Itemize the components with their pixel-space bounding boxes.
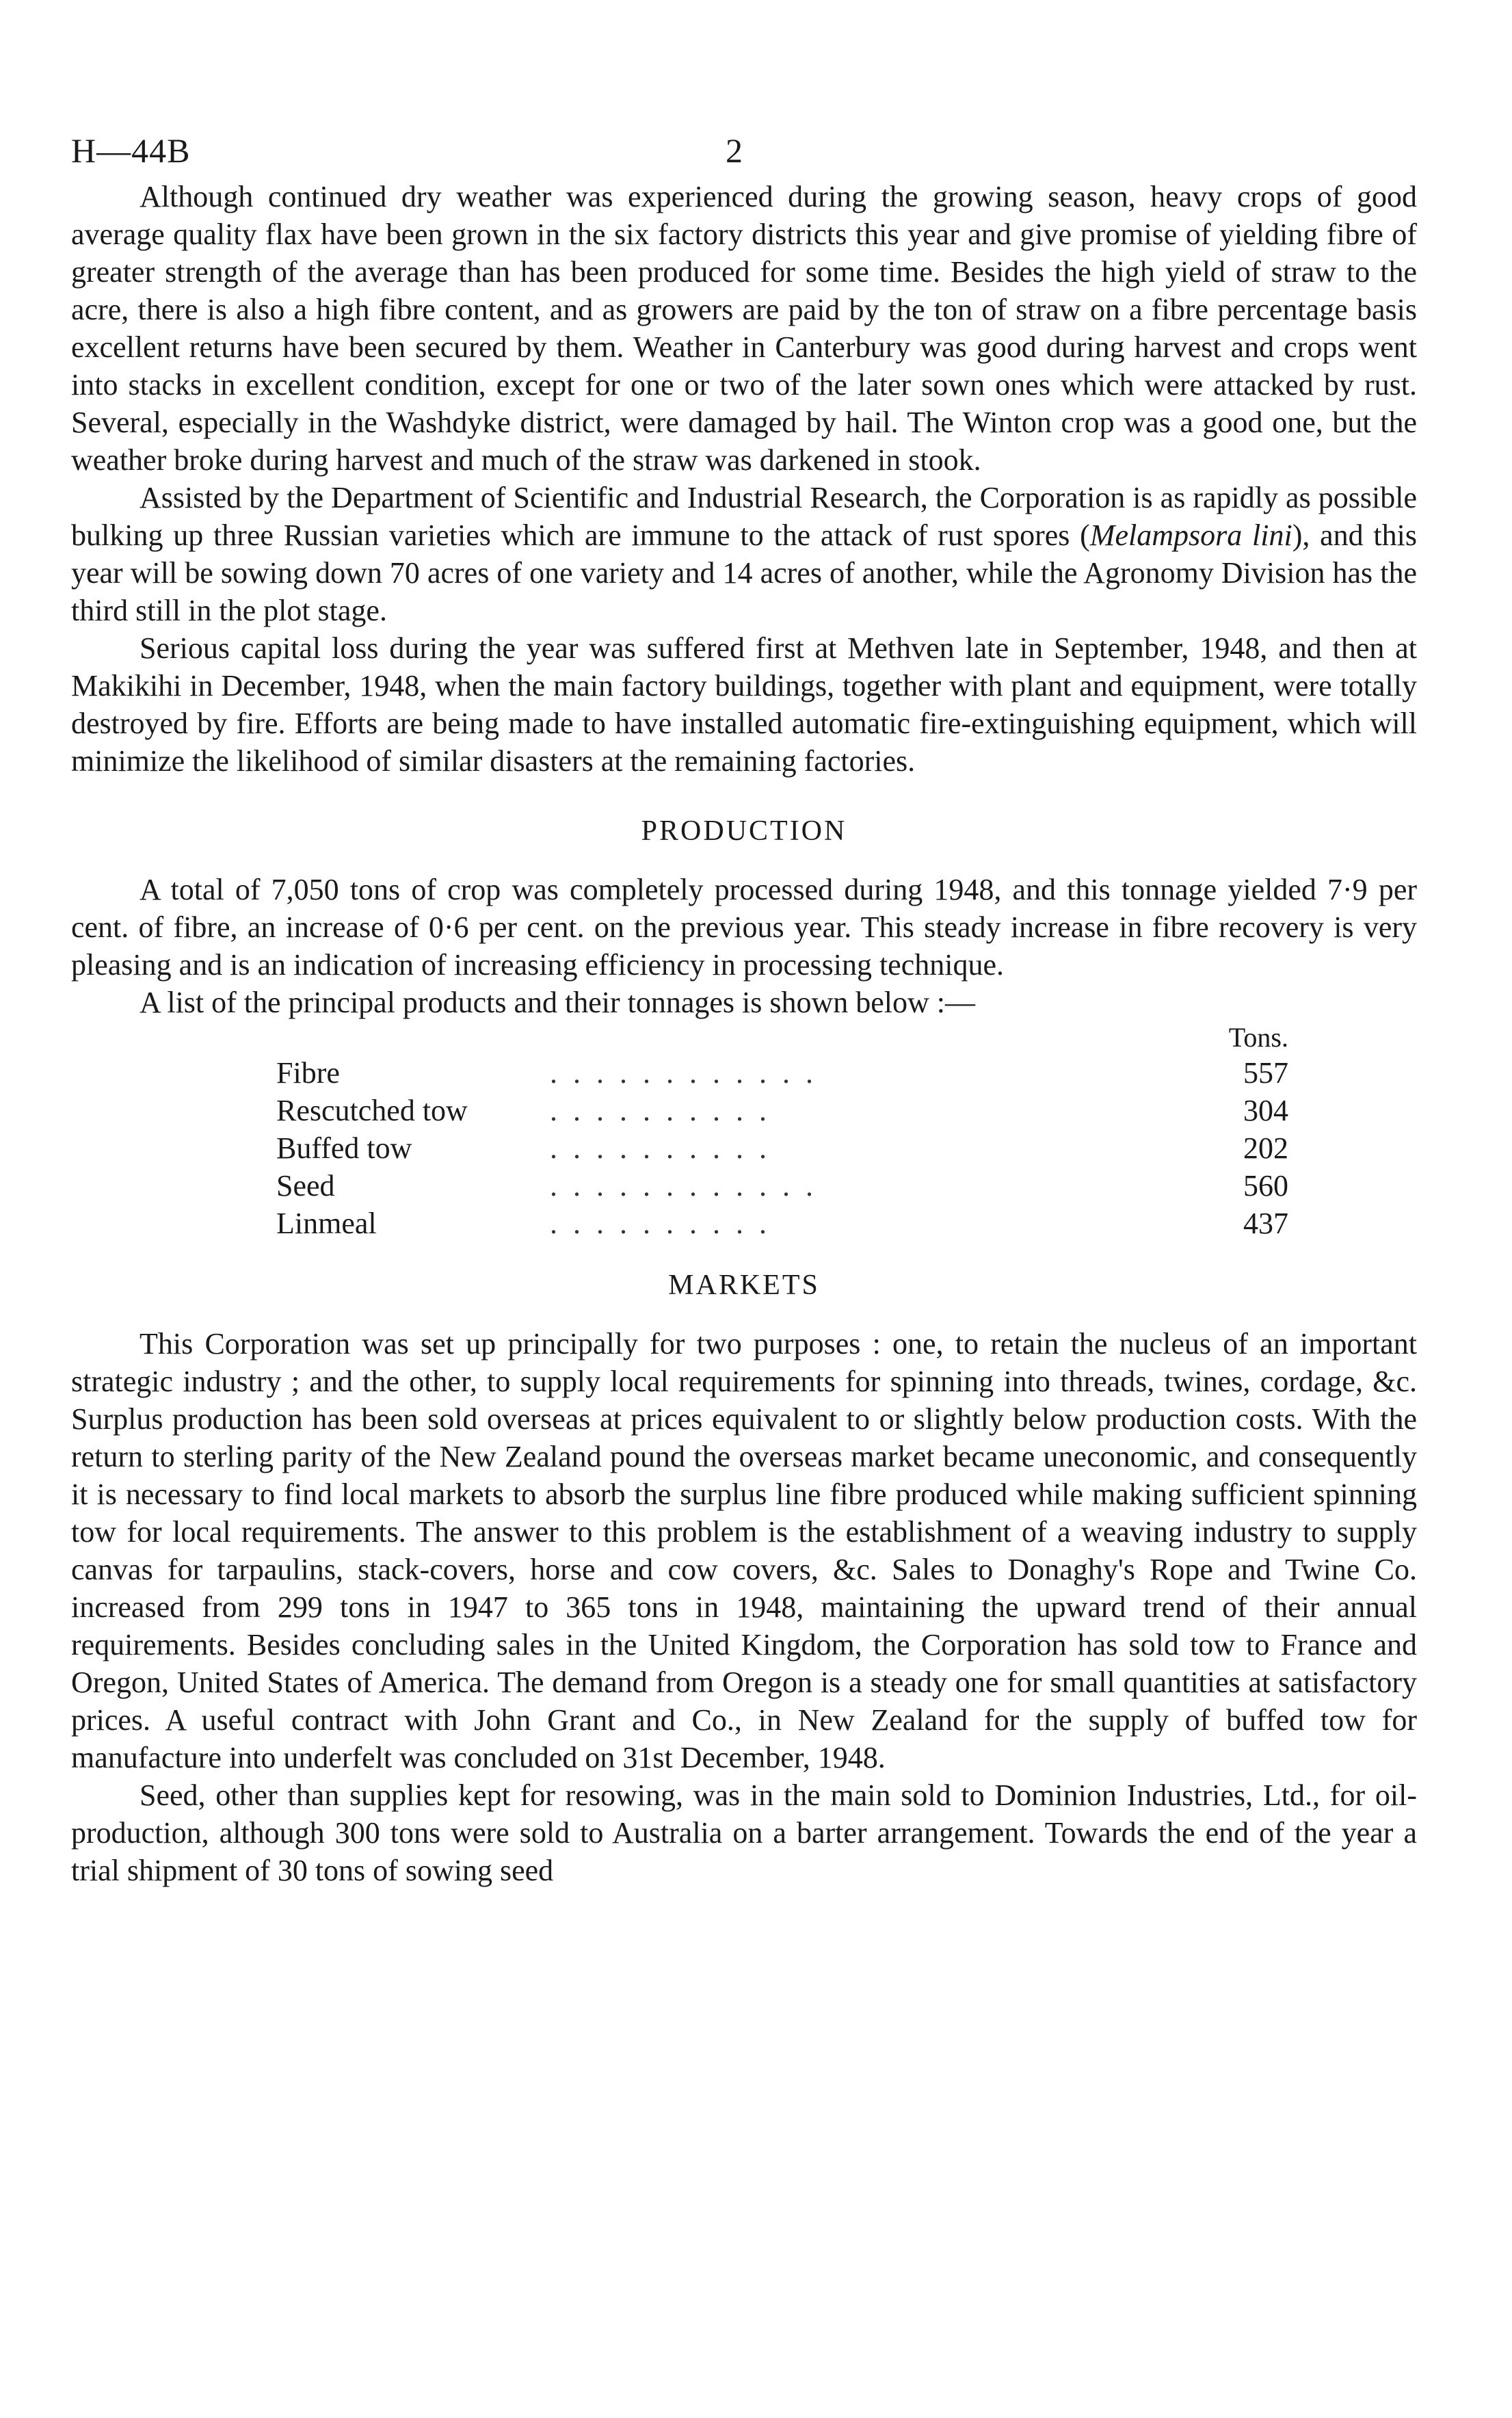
paragraph-fire-loss: Serious capital loss during the year was suffered first at Methven late in September, 1948, and then at Makikihi in December, 1948, when the main factory buildings, together with plant and equipment, were totally destroyed by fire. Efforts are being made to have installed automatic fire-extinguishing equipment, which will minimize the likelihood of similar disasters at the remaining factories. bbox=[71, 631, 1417, 778]
paragraph-list-intro: A list of the principal products and their tonnages is shown below :— bbox=[140, 986, 976, 1019]
product-name: Seed bbox=[276, 1169, 335, 1203]
species-name: Melampsora lini bbox=[1089, 518, 1292, 552]
product-tons: 304 bbox=[1243, 1094, 1288, 1127]
page-header bbox=[71, 130, 1417, 178]
dot-leader: . . . . . . . . . . . . bbox=[550, 1056, 817, 1090]
section-heading-markets: MARKETS bbox=[668, 1270, 820, 1301]
section-heading-production: PRODUCTION bbox=[641, 815, 847, 847]
product-tons: 557 bbox=[1243, 1056, 1288, 1090]
product-tons: 437 bbox=[1243, 1207, 1288, 1240]
product-tons: 202 bbox=[1243, 1131, 1288, 1165]
paragraph-rust-research bbox=[71, 479, 1417, 629]
table-unit-row bbox=[276, 1021, 1288, 1054]
unit-label: Tons. bbox=[1228, 1022, 1288, 1053]
table-row bbox=[276, 1054, 1288, 1092]
table-row bbox=[276, 1167, 1288, 1205]
paragraph-markets: This Corporation was set up principally for two purposes : one, to retain the nucleus of an important strategic industry ; and the other, to supply local requirements for spinning into threads, twines, cordage, &c. Surplus production has been sold overseas at prices equivalent to or slightly below production costs. With the return to sterling parity of the New Zealand pound the overseas market became uneconomic, and consequently it is necessary to find local markets to absorb the surplus line fibre produced while making sufficient spinning tow for local requirements. The answer to this problem is the establishment of a weaving industry to supply canvas for tarpaulins, stack-covers, horse and cow covers, &c. Sales to Donaghy's Rope and Twine Co. increased from 299 tons in 1947 to 365 tons in 1948, maintaining the upward trend of their annual requirements. Besides concluding sales in the United Kingdom, the Corporation has sold tow to France and Oregon, United States of America. The demand from Oregon is a steady one for small quantities at satisfactory prices. A useful contract with John Grant and Co., in New Zealand for the supply of buffed tow for manufacture into underfelt was concluded on 31st December, 1948. bbox=[71, 1327, 1417, 1774]
dot-leader: . . . . . . . . . . bbox=[550, 1131, 771, 1165]
product-name: Linmeal bbox=[276, 1207, 377, 1240]
page-number: 2 bbox=[726, 131, 743, 170]
paragraph-production: A total of 7,050 tons of crop was completely processed during 1948, and this tonnage yielded 7·9 per cent. of fibre, an increase of 0·6 per cent. on the previous year. This steady increase in fibre recovery is very pleasing and is an indication of increasing efficiency in processing technique. bbox=[71, 873, 1417, 982]
paragraph-growing-season: Although continued dry weather was experienced during the growing season, heavy crops of good average quality flax have been grown in the six factory districts this year and give promise of yielding fibre of greater strength of the average than has been produced for some time. Besides the high yield of straw to the acre, there is also a high fibre content, and as growers are paid by the ton of straw on a fibre percentage basis excellent returns have been secured by them. Weather in Canterbury was good during harvest and crops went into stacks in excellent condition, except for one or two of the later sown ones which were attacked by rust. Several, especially in the Washdyke district, were damaged by hail. The Winton crop was a good one, but the weather broke during harvest and much of the straw was darkened in stook. bbox=[71, 180, 1417, 477]
product-tons: 560 bbox=[1243, 1169, 1288, 1203]
products-table bbox=[276, 1021, 1288, 1242]
table-row bbox=[276, 1129, 1288, 1167]
research-text-start: Assisted by the Department of Scientific and Industrial Research, the Corporation is as rapidly as possible bulking up three Russian varieties which are immune to the attack of rust spores ( bbox=[71, 481, 1417, 552]
table-row bbox=[276, 1092, 1288, 1129]
product-name: Fibre bbox=[276, 1056, 340, 1090]
document-reference: H—44B bbox=[71, 131, 191, 170]
paragraph-seed-sales: Seed, other than supplies kept for resowing, was in the main sold to Dominion Industries, Ltd., for oil-production, although 300 tons were sold to Australia on a barter arrangement. Towards the end of the year a trial shipment of 30 tons of sowing seed bbox=[71, 1778, 1417, 1887]
table-row bbox=[276, 1205, 1288, 1242]
product-name: Buffed tow bbox=[276, 1131, 412, 1165]
document-page bbox=[71, 130, 1417, 1889]
research-text-end: ), and this year will be sowing down 70 acres of one variety and 14 acres of another, while the Agronomy Division has the third still in the plot stage. bbox=[71, 518, 1417, 627]
product-name: Rescutched tow bbox=[276, 1094, 468, 1127]
dot-leader: . . . . . . . . . . bbox=[550, 1094, 771, 1127]
dot-leader: . . . . . . . . . . . . bbox=[550, 1169, 817, 1203]
dot-leader: . . . . . . . . . . bbox=[550, 1207, 771, 1240]
